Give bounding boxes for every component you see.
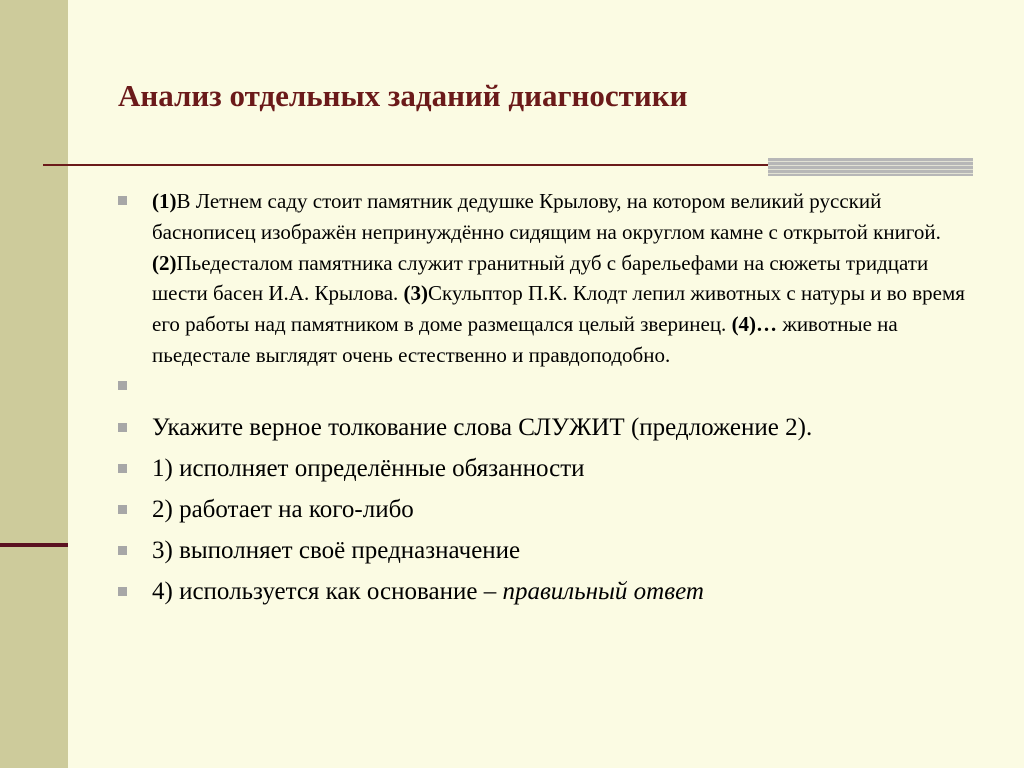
answer-note: правильный ответ xyxy=(502,577,704,605)
sentence-4: животные на пьедестале выглядят очень естественно и правдоподобно. xyxy=(152,312,898,367)
side-divider xyxy=(0,543,68,547)
option-4 xyxy=(112,576,972,607)
sentence-1-number: (1) xyxy=(152,189,177,213)
sentence-3-number: (3) xyxy=(403,281,429,306)
bullet-icon xyxy=(118,423,127,432)
bullet-icon xyxy=(118,587,127,596)
bullet-icon xyxy=(118,196,127,205)
title-divider xyxy=(43,164,853,166)
bullet-icon xyxy=(118,464,127,473)
bullet-icon xyxy=(118,546,127,555)
option-3-text: 3) выполняет своё предназначение xyxy=(152,536,521,564)
bullet-icon xyxy=(118,505,127,514)
sentence-4-number: (4)… xyxy=(731,312,778,337)
option-3 xyxy=(112,535,972,566)
option-1 xyxy=(112,453,972,484)
passage-item xyxy=(112,186,967,371)
option-1-text: 1) исполняет определённые обязанности xyxy=(152,454,585,482)
option-2-text: 2) работает на кого-либо xyxy=(152,495,414,523)
answer-dash: – xyxy=(483,577,497,605)
side-band xyxy=(0,0,68,768)
sentence-2: Пьедесталом памятника служит гранитный дуб с барельефами на сюжеты тридцати шести басен И.А. Крылова. xyxy=(152,250,929,306)
question-item xyxy=(112,412,972,443)
bullet-icon xyxy=(118,381,127,390)
question-text: Укажите верное толкование слова СЛУЖИТ (предложение 2). xyxy=(152,413,813,441)
sentence-3: Скульптор П.К. Клодт лепил животных с натуры и во время его работы над памятником в доме размещался целый зверинец. xyxy=(152,281,965,337)
sentence-2-number: (2) xyxy=(152,250,177,275)
sentence-1: В Летнем саду стоит памятник дедушке Крылову, на котором великий русский баснописец изображён непринуждённо сидящим на округлом камне с открытой книгой. xyxy=(152,189,941,244)
title-divider-accent xyxy=(768,158,973,176)
slide-content xyxy=(112,186,972,607)
slide-title: Анализ отдельных заданий диагностики xyxy=(118,78,688,113)
empty-bullet-item xyxy=(112,371,972,401)
option-2 xyxy=(112,494,972,525)
option-4-text: 4) используется как основание xyxy=(152,577,478,605)
